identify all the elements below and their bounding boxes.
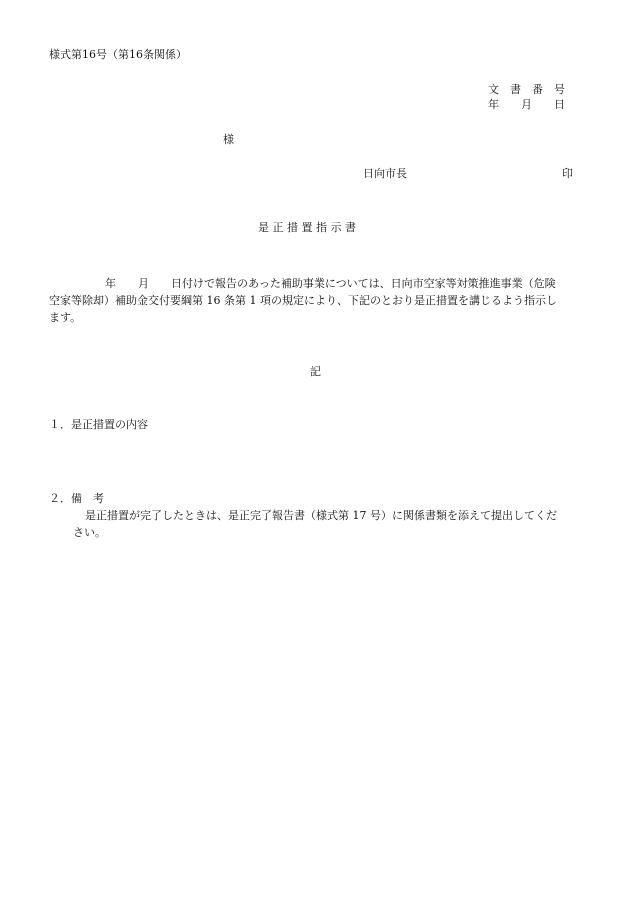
issuer-name: 日向市長 [363, 167, 407, 180]
section-2-text-line-2: さい。 [73, 526, 106, 539]
seal-mark: 印 [562, 167, 573, 180]
date-label: 年 月 日 [488, 98, 565, 111]
document-number-label: 文 書 番 号 [488, 83, 565, 96]
section-1-heading: １．是正措置の内容 [49, 418, 148, 431]
body-line-1: 年 月 日付けで報告のあった補助事業については、日向市空家等対策推進事業（危険 [105, 277, 556, 290]
section-2-text-line-1: 是正措置が完了したときは、是正完了報告書（様式第 17 号）に関係書類を添えて提出してくだ [85, 509, 557, 522]
section-2-heading: ２．備 考 [49, 492, 104, 505]
body-line-3: ます。 [49, 311, 82, 324]
ki-heading: 記 [310, 365, 321, 378]
document-title: 是 正 措 置 指 示 書 [258, 221, 356, 234]
body-line-2: 空家等除却）補助金交付要綱第 16 条第 1 項の規定により、下記のとおり是正措置を講じるよう指示し [49, 294, 557, 307]
form-number: 様式第16号（第16条関係） [49, 48, 187, 61]
addressee-suffix: 様 [223, 133, 234, 146]
